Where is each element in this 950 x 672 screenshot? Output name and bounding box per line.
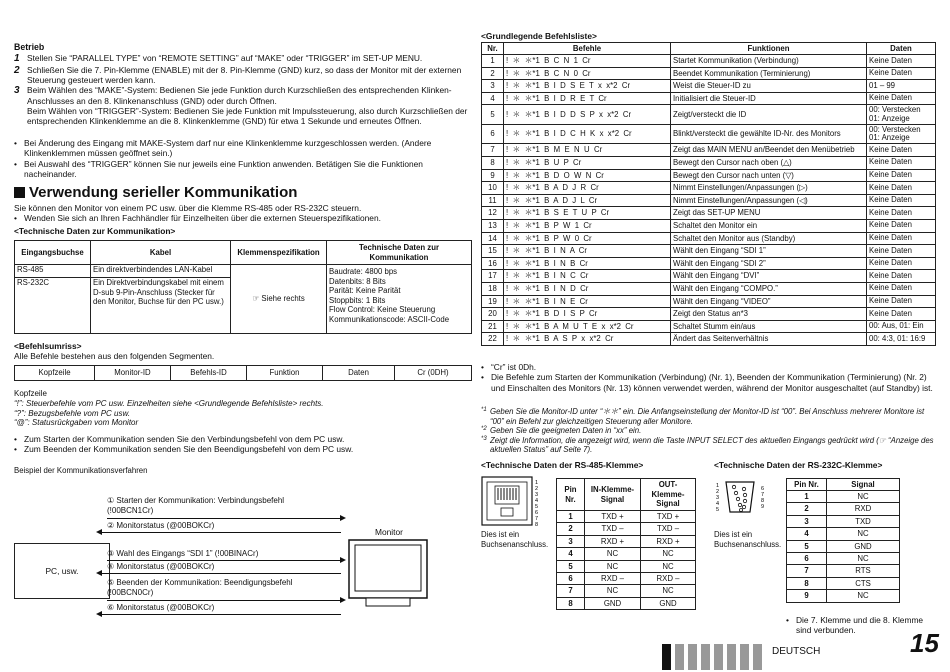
command-cmd: ! ＊ ＊*1 B I N A Cr [504, 245, 671, 258]
command-func: Schaltet den Monitor ein [671, 219, 867, 232]
command-row [482, 92, 936, 105]
diagram-step-5: ⑤ Beenden der Kommunikation: Beendigungsbefehl (!00BCN0Cr) [107, 578, 293, 597]
command-func: Wählt den Eingang “COMPO.” [671, 282, 867, 295]
command-data: Keine Daten [867, 55, 936, 68]
command-data: Keine Daten [867, 295, 936, 308]
rs485-caption: Dies ist ein Buchsenanschluss. [481, 530, 549, 549]
command-row [482, 333, 936, 346]
betrieb-step-1: 1 Stellen Sie “PARALLEL TYPE” von “REMOTE SETTING” auf “MAKE” oder “TRIGGER” im SET-UP MENU. [14, 52, 423, 64]
command-nr: 14 [482, 232, 504, 245]
pin-row [557, 572, 696, 584]
pin-signal: NC [827, 491, 900, 503]
pin-signal: TXD + [641, 511, 696, 523]
pin-row [557, 511, 696, 523]
svg-text:2: 2 [535, 486, 539, 492]
command-row [482, 105, 936, 125]
command-cmd: ! ＊ ＊*1 B P W 0 Cr [504, 232, 671, 245]
diagram-step-4: ④ Monitorstatus (@00BOKCr) [107, 562, 215, 571]
pin-signal: GND [827, 540, 900, 552]
svg-text:7: 7 [761, 492, 765, 498]
page-number: 15 [910, 628, 939, 658]
arrow-right-head [340, 515, 346, 521]
command-row [482, 245, 936, 258]
rs232-table: Pin Nr. Signal 1 NC 2 RXD 3 TXD 4 NC 5 GND 6 NC 7 RTS 8 CTS 9 NC [786, 478, 900, 603]
betrieb-section [14, 42, 472, 126]
monitor-icon [348, 539, 428, 605]
pin-signal: RTS [827, 565, 900, 577]
command-data: Keine Daten [867, 169, 936, 182]
footer-language: DEUTSCH [772, 646, 821, 657]
command-nr: 9 [482, 169, 504, 182]
segment-row: Kopfzeile Monitor-ID Befehls-ID Funktion Daten Cr (0DH) [14, 365, 472, 381]
svg-text:4: 4 [535, 498, 539, 504]
rj45-jack-icon [481, 476, 543, 528]
command-func: Zeigt den Status an*3 [671, 308, 867, 321]
pin-signal: CTS [827, 577, 900, 589]
pin-signal: TXD [827, 515, 900, 527]
command-cmd: ! ＊ ＊*1 B D O W N Cr [504, 169, 671, 182]
command-nr: 5 [482, 105, 504, 125]
pin-signal: NC [827, 528, 900, 540]
pin-row [787, 528, 900, 540]
command-nr: 21 [482, 320, 504, 333]
command-table: Nr. Befehle Funktionen Daten 1 ! ＊ ＊*1 B C N 1 Cr Startet Kommunikation (Verbindung) Keine Daten 2 ! ＊ ＊*1 B C N 0 Cr Beendet Kommunikation (Terminierung) Keine Daten 3 ! ＊ ＊*1 B I D S E T x x*2 Cr Weist die Steuer-ID zu 01 – 99 4 ! ＊ ＊*1 B I D R E T Cr Initialisiert die Steuer-ID Keine Daten 5 ! ＊ ＊*1 B I D D S P x x*2 Cr Zeigt/versteckt die ID 00: Verstecken 01: Anzeige 6 ! ＊ ＊*1 B I D C H K x x*2 Cr Blinkt/versteckt die gewählte ID-Nr. des Monitors 00: Verstecken 01: Anzeige 7 ! ＊ ＊*1 B M E N U Cr Zeigt das MAIN MENU an/Beendet den Menübetrieb Keine Daten 8 ! ＊ ＊*1 B U P Cr Bewegt den Cursor nach oben (△) Keine Daten 9 ! ＊ ＊*1 B D O W N Cr Bewegt den Cursor nach unten (▽) Keine Daten 10 ! ＊ ＊*1 B A D J R Cr Nimmt Einstellungen/Anpassungen (▷) Keine Daten 11 ! ＊ ＊*1 B A D J L Cr Nimmt Einstellungen/Anpassungen (◁) Keine Daten 12 ! ＊ ＊*1 B S E T U P Cr Zeigt das SET-UP MENU Keine Daten 13 ! ＊ ＊*1 B P W 1 Cr Schaltet den Monitor ein Keine Daten 14 ! ＊ ＊*1 B P W 0 Cr Schaltet den Monitor aus (Standby) Keine Daten 15 ! ＊ ＊*1 B I N A Cr Wählt den Eingang “SDI 1” Keine Daten 16 ! ＊ ＊*1 B I N B Cr Wählt den Eingang “SDI 2” Keine Daten 17 ! ＊ ＊*1 B I N C Cr Wählt den Eingang “DVI” Keine Daten 18 ! ＊ ＊*1 B I N D Cr Wählt den Eingang “COMPO.” Keine Daten 19 ! ＊ ＊*1 B I N E Cr Wählt den Eingang “VIDEO” Keine Daten 20 ! ＊ ＊*1 B D I S P Cr Zeigt den Status an*3 Keine Daten 21 ! ＊ ＊*1 B A M U T E x x*2 Cr Schaltet Stumm ein/aus 00: Aus, 01: Ein 22 ! ＊ ＊*1 B A S P x x*2 Cr Ändert das Seitenverhältnis 00: 4:3, 01: 16:9 [481, 42, 936, 346]
command-data: 01 – 99 [867, 80, 936, 93]
svg-text:2: 2 [716, 489, 720, 495]
pin-signal: RXD [827, 503, 900, 515]
pin-number: 5 [557, 560, 585, 572]
command-cmd: ! ＊ ＊*1 B U P Cr [504, 156, 671, 169]
command-data: Keine Daten [867, 308, 936, 321]
pin-number: 1 [787, 491, 827, 503]
pin-signal: NC [641, 560, 696, 572]
svg-text:9: 9 [761, 504, 765, 510]
diagram-step-3: ③ Wahl des Eingangs “SDI 1” (!00BINACr) [107, 549, 259, 558]
command-nr: 6 [482, 124, 504, 144]
serial-heading: Verwendung serieller Kommunikation [14, 184, 297, 202]
rs232-caption: Dies ist ein Buchsenanschluss. [714, 530, 782, 549]
command-cmd: ! ＊ ＊*1 B A M U T E x x*2 Cr [504, 320, 671, 333]
command-cmd: ! ＊ ＊*1 B I N B Cr [504, 257, 671, 270]
arrow-right [107, 518, 341, 519]
arrow-left-head [96, 529, 102, 535]
command-data: Keine Daten [867, 156, 936, 169]
command-cmd: ! ＊ ＊*1 B M E N U Cr [504, 144, 671, 157]
diagram-step-6: ⑥ Monitorstatus (@00BOKCr) [107, 603, 215, 612]
command-data: 00: Aus, 01: Ein [867, 320, 936, 333]
dsub9-icon [714, 478, 770, 518]
pin-signal: NC [585, 560, 641, 572]
pin-signal: NC [641, 585, 696, 597]
command-data: Keine Daten [867, 92, 936, 105]
command-nr: 2 [482, 67, 504, 80]
svg-text:1: 1 [535, 480, 539, 486]
svg-text:1: 1 [716, 483, 720, 489]
command-func: Schaltet Stumm ein/aus [671, 320, 867, 333]
arrow-right [107, 560, 341, 561]
pin-row [787, 577, 900, 589]
command-func: Nimmt Einstellungen/Anpassungen (◁) [671, 194, 867, 207]
pin-signal: NC [585, 548, 641, 560]
pin-row [787, 552, 900, 564]
command-cmd: ! ＊ ＊*1 B A S P x x*2 Cr [504, 333, 671, 346]
command-data: Keine Daten [867, 219, 936, 232]
command-cmd: ! ＊ ＊*1 B I N C Cr [504, 270, 671, 283]
pin-row [787, 565, 900, 577]
serial-bullets: • Zum Starten der Kommunikation senden Sie den Verbindungsbefehl von dem PC usw. • Zum Beenden der Kommunikation senden Sie den Beendigungsbefehl von dem PC usw. [14, 434, 354, 455]
svg-text:3: 3 [535, 492, 539, 498]
pin-row [787, 515, 900, 527]
command-row [482, 80, 936, 93]
pin-signal: RXD – [585, 572, 641, 584]
command-cmd: ! ＊ ＊*1 B I D R E T Cr [504, 92, 671, 105]
pin-number: 2 [787, 503, 827, 515]
command-data: Keine Daten [867, 245, 936, 258]
pin-signal: TXD + [585, 511, 641, 523]
pin-number: 3 [557, 535, 585, 547]
command-func: Startet Kommunikation (Verbindung) [671, 55, 867, 68]
pin-number: 6 [787, 552, 827, 564]
pin-signal: RXD – [641, 572, 696, 584]
command-func: Beendet Kommunikation (Terminierung) [671, 67, 867, 80]
svg-text:6: 6 [761, 486, 765, 492]
pin-row [557, 548, 696, 560]
svg-text:3: 3 [716, 495, 720, 501]
pin-row [557, 523, 696, 535]
command-func: Wählt den Eingang “SDI 1” [671, 245, 867, 258]
command-cmd: ! ＊ ＊*1 B P W 1 Cr [504, 219, 671, 232]
command-nr: 19 [482, 295, 504, 308]
command-nr: 18 [482, 282, 504, 295]
note-item: • Bei Auswahl des “TRIGGER” können Sie nur jeweils eine Funktion anwenden. Betätigen Sie die Funktionen nacheinander. [14, 158, 423, 179]
rs232-title: <Technische Daten der RS-232C-Klemme> [714, 460, 883, 470]
rs485-title: <Technische Daten der RS-485-Klemme> [481, 460, 644, 470]
rs485-table: Pin Nr. IN-Klemme-Signal OUT-Klemme-Signal 1 TXD + TXD + 2 TXD – TXD – 3 RXD + RXD + 4 NC NC 5 NC NC 6 RXD – RXD – 7 NC NC 8 GND GND [556, 478, 696, 610]
befehlsumriss: <Befehlsumriss> Alle Befehle bestehen aus den folgenden Segmenten. [14, 341, 215, 362]
command-row [482, 257, 936, 270]
pin-row [787, 590, 900, 602]
betrieb-step-3: 3 Beim Wählen des “MAKE”-System: Bedienen Sie jede Funktion durch Kurzschließen des entsprechenden Klinken-Anschlusses an den 8. Klinkenanschluss (GND) oder durch Öffnen. Beim Wählen von “TRIGGER”-System: Bedienen Sie jede Funktion mit Impulssteuerung, also durch Kurzschließen der entsprechenden Klinkenklemme an die 8. Klinkenklemme (GND) für etwa 1 Sekunde und erneutes Öffnen. [14, 85, 468, 127]
command-row [482, 320, 936, 333]
command-data: Keine Daten [867, 144, 936, 157]
command-row [482, 124, 936, 144]
command-cmd: ! ＊ ＊*1 B I N E Cr [504, 295, 671, 308]
command-cmd: ! ＊ ＊*1 B C N 0 Cr [504, 67, 671, 80]
example-title: Beispiel der Kommunikationsverfahren [14, 466, 148, 475]
command-nr: 22 [482, 333, 504, 346]
command-nr: 3 [482, 80, 504, 93]
pin-row [557, 585, 696, 597]
arrow-right-head [340, 597, 346, 603]
command-data: 00: 4:3, 01: 16:9 [867, 333, 936, 346]
svg-text:6: 6 [535, 510, 539, 516]
command-cmd: ! ＊ ＊*1 B I N D Cr [504, 282, 671, 295]
svg-text:8: 8 [535, 522, 539, 528]
command-row [482, 232, 936, 245]
pin-signal: NC [827, 552, 900, 564]
command-nr: 4 [482, 92, 504, 105]
pin-row [557, 597, 696, 609]
pin-signal: NC [641, 548, 696, 560]
arrow-right-head [340, 557, 346, 563]
pin-signal: NC [827, 590, 900, 602]
arrow-left-head [96, 570, 102, 576]
command-nr: 8 [482, 156, 504, 169]
command-row [482, 55, 936, 68]
svg-text:5: 5 [535, 504, 539, 510]
command-row [482, 156, 936, 169]
pin-number: 9 [787, 590, 827, 602]
command-list-title: <Grundlegende Befehlsliste> [481, 31, 597, 41]
betrieb-notes [14, 138, 472, 179]
tech-spec: ☞ Siehe rechts [231, 265, 327, 334]
command-func: Wählt den Eingang “VIDEO” [671, 295, 867, 308]
command-nr: 17 [482, 270, 504, 283]
command-func: Ändert das Seitenverhältnis [671, 333, 867, 346]
command-cmd: ! ＊ ＊*1 B I D D S P x x*2 Cr [504, 105, 671, 125]
command-data: 00: Verstecken 01: Anzeige [867, 124, 936, 144]
svg-text:8: 8 [761, 498, 765, 504]
command-cmd: ! ＊ ＊*1 B A D J L Cr [504, 194, 671, 207]
note-item: • Bei Änderung des Eingang mit MAKE-System darf nur eine Klinkenklemme kurzgeschlossen werden. (Andere Klinkenklemmen müssen geöffnet sein.) [14, 138, 432, 159]
command-func: Zeigt/versteckt die ID [671, 105, 867, 125]
command-data: 00: Verstecken 01: Anzeige [867, 105, 936, 125]
command-row [482, 144, 936, 157]
command-nr: 16 [482, 257, 504, 270]
arrow-left [101, 573, 341, 574]
pin-number: 5 [787, 540, 827, 552]
pin-row [557, 560, 696, 572]
command-cmd: ! ＊ ＊*1 B C N 1 Cr [504, 55, 671, 68]
command-row [482, 270, 936, 283]
command-data: Keine Daten [867, 194, 936, 207]
betrieb-title: Betrieb [14, 42, 45, 52]
command-func: Initialisiert die Steuer-ID [671, 92, 867, 105]
command-nr: 10 [482, 182, 504, 195]
svg-text:7: 7 [535, 516, 539, 522]
command-data: Keine Daten [867, 67, 936, 80]
command-data: Keine Daten [867, 232, 936, 245]
command-cmd: ! ＊ ＊*1 B A D J R Cr [504, 182, 671, 195]
pin-number: 4 [557, 548, 585, 560]
pin-number: 8 [557, 597, 585, 609]
pin-number: 1 [557, 511, 585, 523]
pin-number: 2 [557, 523, 585, 535]
footnotes: *1 Geben Sie die Monitor-ID unter “＊＊” ein. Die Anfangseinstellung der Monitor-ID ist “00”. Bei Anschluss mehrerer Monitore ist “00” ein Befehl zur gleichzeitigen Steuerung aller Monitore. *2 Geben Sie die geeigneten Daten in “xx” ein. *3 Zeigt die Information, die angezeigt wird, wenn die Taste INPUT SELECT des aktuellen Eingangs gedrückt wird (☞ “Anzeige des aktuellen Status” auf Seite 7). [481, 407, 934, 454]
diagram-step-1: ① Starten der Kommunikation: Verbindungsbefehl (!00BCN1Cr) [107, 496, 285, 515]
svg-text:5: 5 [716, 507, 720, 513]
tech-title: <Technische Daten zur Kommunikation> [14, 225, 176, 236]
pin-row [557, 535, 696, 547]
arrow-left [101, 614, 341, 615]
command-func: Wählt den Eingang “SDI 2” [671, 257, 867, 270]
command-data: Keine Daten [867, 207, 936, 220]
arrow-left-head [96, 611, 102, 617]
serial-intro: Sie können den Monitor von einem PC usw. über die Klemme RS-485 oder RS-232C steuern. • Wenden Sie sich an Ihren Fachhändler für Einzelheiten über die externen Steuerspezifikationen. <Technische Daten zur Kommunikation> [14, 203, 472, 236]
command-nr: 12 [482, 207, 504, 220]
pin-row [787, 540, 900, 552]
command-func: Bewegt den Cursor nach oben (△) [671, 156, 867, 169]
command-row [482, 194, 936, 207]
diagram-step-2: ② Monitorstatus (@00BOKCr) [107, 521, 215, 530]
monitor-label: Monitor [375, 527, 403, 537]
command-func: Weist die Steuer-ID zu [671, 80, 867, 93]
pin-signal: RXD + [641, 535, 696, 547]
command-nr: 11 [482, 194, 504, 207]
pin-signal: NC [585, 585, 641, 597]
tech-table: Eingangsbuchse Kabel Klemmenspezifikation Technische Daten zur Kommunikation RS-485 Ein direktverbindendes LAN-Kabel ☞ Siehe rechts Baudrate: 4800 bps Datenbits: 8 Bits Parität: Keine Parität Stoppbits: 1 Bits Flow Control: Keine Steuerung Kommunikationscode: ASCII-Code RS-232C Ein Direktverbindungskabel mit einem D-sub 9-Pin-Anschluss (Stecker für den Monitor, Buchse für den PC usw.) [14, 240, 472, 334]
command-row [482, 67, 936, 80]
command-row [482, 207, 936, 220]
pin-signal: GND [585, 597, 641, 609]
command-row [482, 182, 936, 195]
command-func: Blinkt/versteckt die gewählte ID-Nr. des Monitors [671, 124, 867, 144]
arrow-right [107, 600, 341, 601]
command-cmd: ! ＊ ＊*1 B I D C H K x x*2 Cr [504, 124, 671, 144]
command-func: Zeigt das MAIN MENU an/Beendet den Menübetrieb [671, 144, 867, 157]
pin-signal: GND [641, 597, 696, 609]
command-func: Zeigt das SET-UP MENU [671, 207, 867, 220]
pin-number: 7 [787, 565, 827, 577]
footer-bars [662, 644, 762, 670]
command-cmd: ! ＊ ＊*1 B S E T U P Cr [504, 207, 671, 220]
pin-signal: RXD + [585, 535, 641, 547]
command-nr: 15 [482, 245, 504, 258]
pin-number: 7 [557, 585, 585, 597]
rs232-note: • Die 7. Klemme und die 8. Klemme sind verbunden. [786, 615, 924, 636]
command-data: Keine Daten [867, 257, 936, 270]
pin-number: 3 [787, 515, 827, 527]
pc-box: PC, usw. [14, 543, 110, 599]
command-nr: 13 [482, 219, 504, 232]
pin-row [787, 503, 900, 515]
command-notes: • “Cr” ist 0Dh. • Die Befehle zum Starten der Kommunikation (Verbindung) (Nr. 1), Beenden der Kommunikation (Terminierung) (Nr. 2) und Einschalten des Monitors (Nr. 13) können verwendet werden, während der Monitor ausgeschaltet (auf Standby) ist. [481, 362, 933, 393]
command-func: Bewegt den Cursor nach unten (▽) [671, 169, 867, 182]
tech-data: Baudrate: 4800 bps Datenbits: 8 Bits Parität: Keine Parität Stoppbits: 1 Bits Flow Control: Keine Steuerung Kommunikationscode: ASCII-Code [327, 265, 472, 334]
command-row [482, 219, 936, 232]
command-func: Wählt den Eingang “DVI” [671, 270, 867, 283]
betrieb-step-2: 2 Schließen Sie die 7. Pin-Klemme (ENABLE) mit der 8. Pin-Klemme (GND) kurz, so dass der Monitor mit der externen Steuerung gesteuert werden kann. [14, 64, 462, 86]
command-data: Keine Daten [867, 282, 936, 295]
pin-number: 4 [787, 528, 827, 540]
pin-signal: TXD – [585, 523, 641, 535]
command-cmd: ! ＊ ＊*1 B I D S E T x x*2 Cr [504, 80, 671, 93]
pin-number: 8 [787, 577, 827, 589]
arrow-left [101, 532, 341, 533]
command-nr: 7 [482, 144, 504, 157]
command-nr: 1 [482, 55, 504, 68]
command-data: Keine Daten [867, 270, 936, 283]
pin-number: 6 [557, 572, 585, 584]
pin-row [787, 491, 900, 503]
command-data: Keine Daten [867, 182, 936, 195]
command-row [482, 295, 936, 308]
command-row [482, 169, 936, 182]
svg-text:4: 4 [716, 501, 720, 507]
pin-signal: TXD – [641, 523, 696, 535]
command-row [482, 282, 936, 295]
kopfzeile-block: Kopfzeile “!”: Steuerbefehle vom PC usw. Einzelheiten siehe <Grundlegende Befehlsliste> rechts. “?”: Bezugsbefehle vom PC usw. “@”: Statusrückgaben vom Monitor [14, 389, 324, 428]
command-cmd: ! ＊ ＊*1 B D I S P Cr [504, 308, 671, 321]
command-func: Schaltet den Monitor aus (Standby) [671, 232, 867, 245]
command-func: Nimmt Einstellungen/Anpassungen (▷) [671, 182, 867, 195]
command-nr: 20 [482, 308, 504, 321]
command-row [482, 308, 936, 321]
